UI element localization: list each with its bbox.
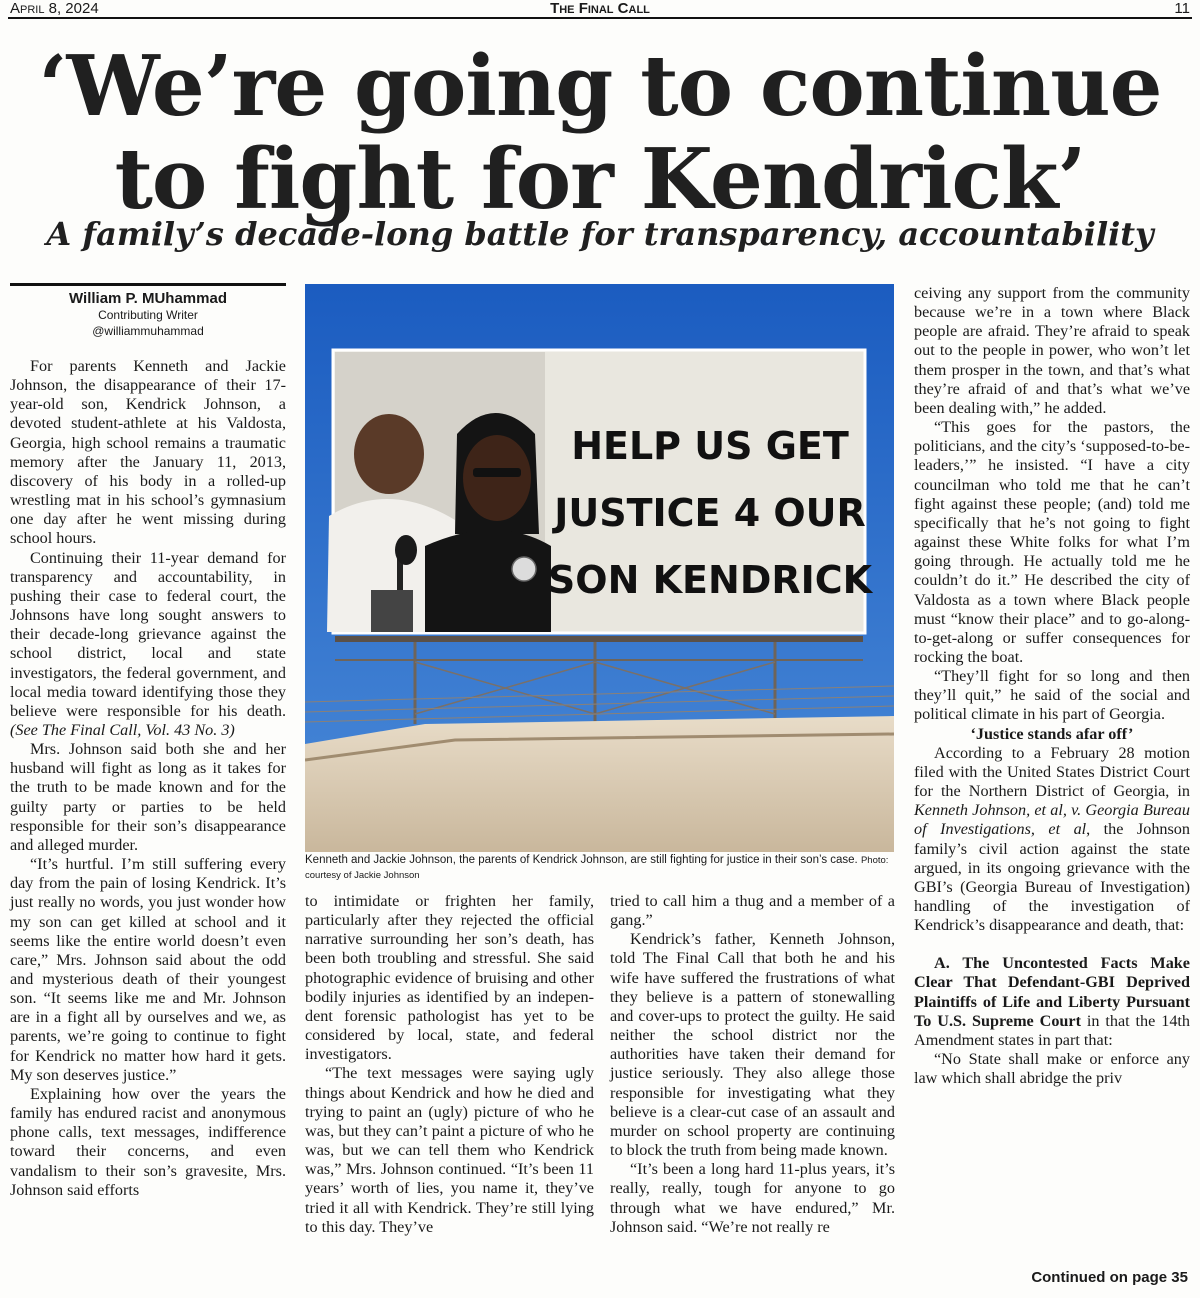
author-name: William P. MUhammad (69, 290, 227, 307)
subheading: ‘Justice stands afar off’ (970, 724, 1134, 743)
reference-note: (See The Final Call, Vol. 43 No. 3) (10, 720, 235, 739)
paragraph: Explaining how over the years the family has endured racist and anonymous phone calls, text messages, indifference toward their concerns, and even vandalism to their son’s gravesite, Mrs. Johnson said efforts (10, 1084, 286, 1199)
case-name: Kenneth Johnson, et al, v. Georgia Bureau of Investigations, et al (914, 801, 1190, 839)
paragraph: “It’s hurtful. I’m still suffering every day from the pain of losing Kendrick. It’s just really no words, you just wonder how my son can get killed at school and it seems like the entire world doesn’t even care,” Mrs. Johnson said about the odd and mysterious death of their youngest son. “It seems like me and Mr. Johnson are in a fight all by ourselves and we, as parents, we’re going to continue to fight for Kendrick no matter how hard it gets. My son deserves justice.” (10, 855, 286, 1084)
paragraph: “No State shall make or enforce any law which shall abridge the priv (914, 1050, 1190, 1088)
paragraph: “It’s been a long hard 11-plus years, it’s really, really, tough for anyone to go through what we have endured,” Mr. Johnson said. “We’re not really re (610, 1160, 895, 1236)
paragraph: “They’ll fight for so long and then they’ll quit,” he said of the social and political climate in his part of Georgia. (914, 667, 1190, 724)
photo-caption (305, 853, 895, 883)
running-header (8, 0, 1192, 19)
author-title: Contributing Writer (98, 308, 198, 322)
paragraph: ceiving any support from the community because we’re in a town where Black people are afraid. They’re afraid to speak out to the people in power, who won’t let them prosper in the town, and that’s what they’re afraid of and that’s what we’ve been dealing with,” he added. (914, 284, 1190, 417)
paragraph: Kendrick’s father, Kenneth Johnson, told The Final Call that both he and his wife have suffered the frustrations of what they believe is a pattern of stonewalling and cover-ups to protect the guilty. He said neither the school district nor the authorities have taken their demand for justice seriously. They also allege those responsible for investigating what they believe is a clear-cut case of an assault and murder on school property are continuing to block the truth from being made known. (610, 930, 895, 1160)
issue-date: April 8, 2024 (10, 0, 99, 17)
billboard-line-1: HELP US GET (571, 424, 849, 468)
legal-heading: A. The Uncontested Facts Make Clear That Defendant-GBI Deprived Plaintiffs of Life and Liberty Pursuant To U.S. Supreme Court (914, 954, 1190, 1030)
paragraph: to intimidate or frighten her family, particularly after they rejected the official narrative surrounding her son’s death, has been both troubling and stressful. She said photographic evidence of bruising and other bodily injuries as identified by an independent forensic pathologist has yet to be considered by local, state, and federal investigators. (305, 892, 594, 1064)
continued-notice: Continued on page 35 (1031, 1269, 1188, 1286)
legal-heading-paragraph: A. The Uncontested Facts Make Clear That Defendant-GBI Deprived Plaintiffs of Life and Liberty Pursuant To U.S. Supreme Court in that the 14th Amendment states in part that: (914, 954, 1190, 1049)
article-column-4 (914, 284, 1190, 1088)
photo-credit: Photo: courtesy of Jackie Johnson (305, 855, 889, 881)
page-number: 11 (1174, 0, 1190, 17)
paragraph: For parents Kenneth and Jackie Johnson, the disappearance of their 17-year-old son, Kendrick Johnson, a devoted student-athlete at his Valdosta, Georgia, high school remains a traumatic memory after the January 11, 2013, discovery of his body in a rolled-up wrestling mat in his school’s gymnasium one day after he went missing during school hours. (10, 357, 286, 548)
deck-subtitle: A family’s decade-long battle for transparency, accountability (46, 215, 1154, 253)
article-column-1 (10, 357, 286, 1200)
author-handle: @williammuhammad (92, 324, 204, 338)
publication-name: The Final Call (550, 0, 650, 17)
headline (0, 37, 1200, 228)
paragraph: tried to call him a thug and a member of a gang.” (610, 892, 895, 930)
paragraph: “This goes for the pastors, the politicians, and the city’s ‘supposed-to-be-leaders,’” he insisted. “I have a city councilman who told me that he can’t fight against these people; (and) told me specifically that he’s not going to fight against these White folks for what I’m going through. He actually told me he couldn’t do it.” He described the city of Valdosta as a town where Black people must “know their place” and to go-along-to-get-along or suffer consequences for rocking the boat. (914, 418, 1190, 666)
paragraph: “The text messages were saying ugly things about Kendrick and how he died and trying to paint an (ugly) picture of who he was, but they can’t paint a picture of who he was, but we can tell them who Kendrick was,” Mrs. Johnson continued. “It’s been 11 years’ worth of lies, you name it, they’ve tried it all with Kendrick. They’re still lying to this day. They’ve (305, 1064, 594, 1236)
billboard-photo (305, 284, 894, 852)
paragraph: Continuing their 11-year demand for transparency and accountability, in pushing their case to federal court, the Johnsons have long sought answers to their decade-long grievance against the school district, local and state investigators, the federal government, and local media toward identifying those they believe were responsible for his death. (See The Final Call, Vol. 43 No. 3) (10, 548, 286, 739)
billboard-photo-image (305, 284, 894, 852)
caption-text: Kenneth and Jackie Johnson, the parents of Kendrick Johnson, are still fighting for justice in their son’s case. (305, 854, 858, 866)
billboard-line-3: SON KENDRICK (547, 558, 873, 602)
billboard-line-2: JUSTICE 4 OUR (554, 491, 866, 535)
headline-line-1: ‘We’re going to continue (38, 37, 1162, 135)
article-column-2 (305, 892, 594, 1237)
headline-line-2: to fight for Kendrick’ (114, 130, 1086, 228)
paragraph: According to a February 28 motion filed with the United States District Court for the Northern District of Georgia, in Kenneth Johnson, et al, v. Georgia Bureau of Investigations, et al, the Johnson family’s civil action against the state argued, in its ongoing grievance with the GBI’s (Georgia Bureau of Investigation) handling of the investigation of Kendrick’s disappearance and death, that: (914, 743, 1190, 935)
paragraph: Mrs. Johnson said both she and her husband will fight as long as it takes for the truth to be made known and for the guilty party or parties to be held responsible for their son’s disappearance and alleged murder. (10, 740, 286, 854)
article-column-3 (610, 892, 895, 1237)
byline (10, 283, 286, 339)
